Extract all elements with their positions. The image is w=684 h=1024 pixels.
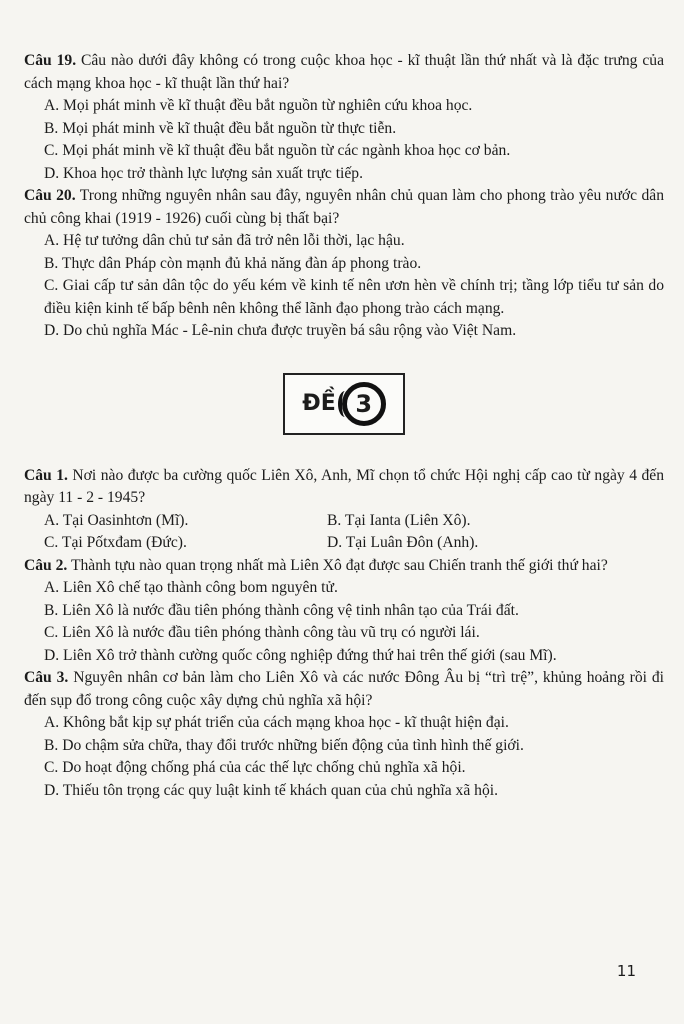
question-text: Nguyên nhân cơ bản làm cho Liên Xô và các nước Đông Âu bị “trì trệ”, khủng hoảng rồi đi đến sụp đổ trong công cuộc xây dựng chủ nghĩa xã hội? — [24, 669, 665, 709]
question-text: Thành tựu nào quan trọng nhất mà Liên Xô đạt được sau Chiến tranh thế giới thứ hai? — [70, 556, 608, 574]
option-d: D. Do chủ nghĩa Mác - Lê-nin chưa được truyền bá sâu rộng vào Việt Nam. — [44, 322, 517, 339]
option-d: D. Khoa học trở thành lực lượng sản xuất trực tiếp. — [44, 164, 363, 182]
question-number: Câu 1. — [24, 466, 68, 484]
option-b: B. Thực dân Pháp còn mạnh đủ khả năng đàn áp phong trào. — [44, 254, 422, 272]
exam-heading-box — [283, 373, 405, 435]
question-number: Câu 3. — [24, 669, 69, 686]
question-number: Câu 2. — [24, 556, 68, 574]
page-content — [24, 50, 664, 802]
option-c: C. Liên Xô là nước đầu tiên phóng thành công tàu vũ trụ có người lái. — [44, 624, 480, 641]
option-b: B. Tại Ianta (Liên Xô). — [327, 511, 471, 529]
option-b: B. Do chậm sửa chữa, thay đổi trước những biến động của tình hình thế giới. — [44, 736, 524, 754]
question-2 — [24, 555, 664, 668]
exam-number-circle: 3 — [342, 382, 386, 426]
option-d: D. Tại Luân Đôn (Anh). — [327, 534, 479, 551]
question-1 — [24, 465, 664, 555]
option-c: C. Tại Pốtxđam (Đức). — [44, 534, 187, 551]
exam-heading-label: ĐỀ — [302, 391, 336, 416]
option-b: B. Mọi phát minh về kĩ thuật đều bắt nguồn từ thực tiễn. — [44, 119, 397, 137]
option-a: A. Hệ tư tưởng dân chủ tư sản đã trở nên lỗi thời, lạc hậu. — [44, 232, 405, 249]
question-text: Trong những nguyên nhân sau đây, nguyên nhân chủ quan làm cho phong trào yêu nước dân chủ công khai (1919 - 1926) cuối cùng bị thất bại? — [24, 187, 664, 227]
option-c: C. Giai cấp tư sản dân tộc do yếu kém về kinh tế nên ươn hèn về chính trị; tầng lớp tiểu tư sản do điều kiện kinh tế bấp bênh nên không thể lãnh đạo phong trào cách mạng. — [44, 277, 664, 317]
option-a: A. Mọi phát minh về kĩ thuật đều bắt nguồn từ nghiên cứu khoa học. — [44, 97, 473, 114]
exam-heading — [24, 373, 664, 435]
option-a: A. Không bắt kịp sự phát triển của cách mạng khoa học - kĩ thuật hiện đại. — [44, 714, 509, 731]
option-b: B. Liên Xô là nước đầu tiên phóng thành công vệ tinh nhân tạo của Trái đất. — [44, 601, 519, 619]
option-d: D. Liên Xô trở thành cường quốc công nghiệp đứng thứ hai trên thế giới (sau Mĩ). — [44, 646, 557, 664]
option-c: C. Mọi phát minh về kĩ thuật đều bắt nguồn từ các ngành khoa học cơ bản. — [44, 142, 511, 159]
question-text: Câu nào dưới đây không có trong cuộc khoa học - kĩ thuật lần thứ nhất và là đặc trưng của cách mạng khoa học - kĩ thuật lần thứ hai? — [24, 52, 664, 92]
option-d: D. Thiếu tôn trọng các quy luật kinh tế khách quan của chủ nghĩa xã hội. — [44, 781, 498, 799]
question-19 — [24, 50, 664, 185]
question-number: Câu 19. — [24, 52, 77, 69]
page-number: 11 — [616, 962, 636, 980]
option-a: A. Liên Xô chế tạo thành công bom nguyên tử. — [44, 579, 338, 596]
question-20 — [24, 185, 664, 343]
option-a: A. Tại Oasinhtơn (Mĩ). — [44, 511, 189, 529]
question-3 — [24, 667, 664, 802]
question-number: Câu 20. — [24, 187, 76, 204]
option-c: C. Do hoạt động chống phá của các thế lực chống chủ nghĩa xã hội. — [44, 759, 466, 776]
question-text: Nơi nào được ba cường quốc Liên Xô, Anh, Mĩ chọn tổ chức Hội nghị cấp cao từ ngày 4 đến ngày 11 - 2 - 1945? — [24, 466, 664, 506]
